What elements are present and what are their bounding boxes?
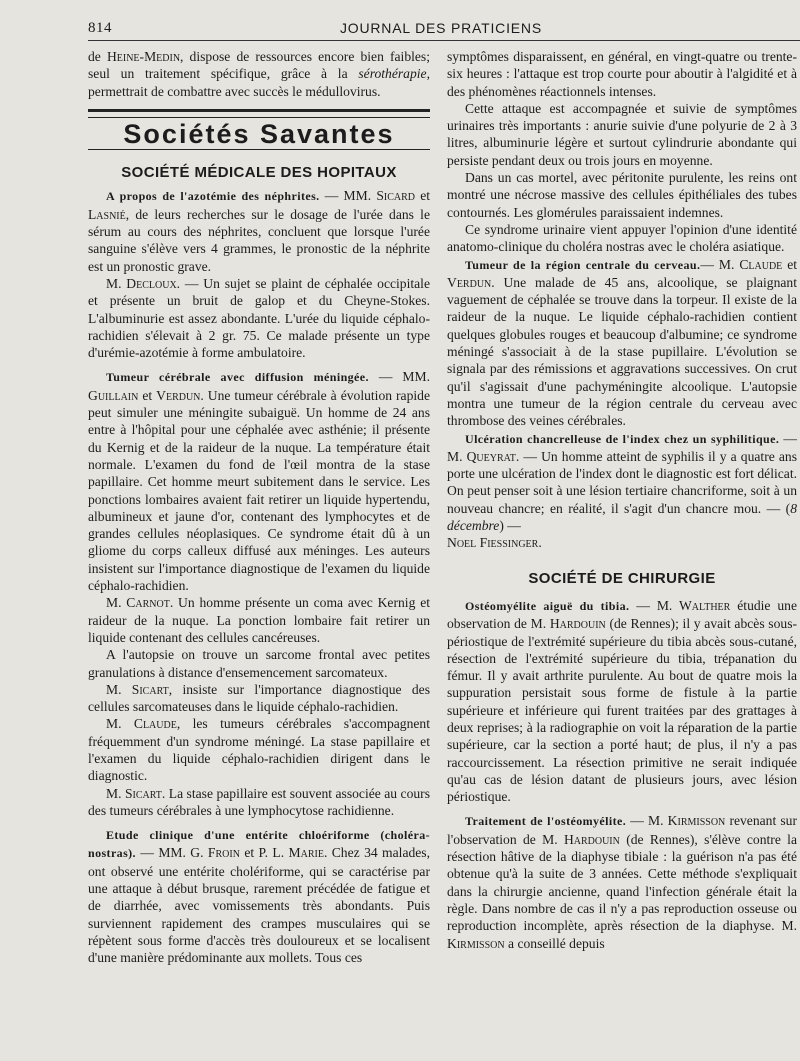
ulceration-paragraph: Ulcération chancrelleuse de l'index chez un syphilitique. — M. Queyrat. — Un homme atteint de syphilis il y a quatre ans porte une ulcération de l'index dont le diagnostic est fort délicat. On peut penser soit à une lésion tertiaire chancriforme, soit à un nouveau chancre; en réalité, il s'agit d'un chancre mou. — (8 décembre) — bbox=[447, 430, 797, 534]
traitement-paragraph: Traitement de l'ostéomyélite. — M. Kirmisson revenant sur l'observation de M. Hardouin (de Rennes), s'élève contre la résection hâtive de la diaphyse tibiale : la guérison n'a pas été obtenue qu'à la suite de 3 années. Cette méthode s'expliquait dans la chirurgie ancienne, quand l'infection générale était la règle. Dans nombre de cas il n'y a pas reproduction osseuse ou reproduction incomplète, après résection de la diaphyse. M. Kirmisson a conseillé depuis bbox=[447, 813, 797, 951]
section-rule bbox=[88, 109, 430, 118]
claude-paragraph: M. Claude, les tumeurs cérébrales s'accompagnent fréquemment d'un syndrome méningé. La stase papillaire et l'examen du liquide céphalo-rachidien dirigent dans le diagnostic. bbox=[88, 716, 430, 784]
page-number: 814 bbox=[88, 20, 112, 36]
sicart-paragraph-1: M. Sicart, insiste sur l'importance diagnostique des cellules sarcomateuses dans le liquide céphalo-rachidien. bbox=[88, 681, 430, 715]
signature: Noel Fiessinger. bbox=[447, 535, 542, 551]
autopsie-paragraph: A l'autopsie on trouve un sarcome frontal avec petites granulations à distance d'ensemencement sarcomateux. bbox=[88, 647, 430, 680]
intro-paragraph: de Heine-Medin, dispose de ressources encore bien faibles; seul un traitement spécifique, grâce à la sérothérapie, permettrait de combattre avec succès le médullovirus. bbox=[88, 49, 431, 99]
cholera-paragraph-1: symptômes disparaissent, en général, en vingt-quatre ou trente-six heures : l'attaque est trop courte pour aboutir à l'algidité et à des phénomènes réactionnels intenses. bbox=[447, 49, 797, 99]
decloux-paragraph: M. Decloux. — Un sujet se plaint de céphalée occipitale et présente un bruit de galop et du Cheyne-Stokes. L'albuminurie est assez abondante. L'urée du liquide céphalo-rachidien s'élevait à 2 gr. 75. Ce malade présente un type d'urémie-azotémie à forme ambulatoire. bbox=[88, 275, 430, 361]
society-chirurgie-title: SOCIÉTÉ DE CHIRURGIE bbox=[528, 569, 716, 587]
osteomyelite-paragraph: Ostéomyélite aiguë du tibia. — M. Walther étudie une observation de M. Hardouin (de Rennes); il y avait abcès sous-périostique de l'extrémité supérieure du tibia abcès sous-cutané, résection de l'extrémité supérieure du tibia, trépanation du fémur. Il y avait arthrite purulente. Au bout de quatre mois la suppuration persistait sous forme de fistule à la partie supérieure et inférieure qui furent traitées par des grattages à deux reprises; à la radiographie on voit la réparation de la partie supérieure, car la section a porté haut; de plus, il n'y a pas raccourcissement. La résection primitive ne serait indiquée qu'au cas de lésion datant de plusieurs jours, avec lésion périostique. bbox=[447, 597, 798, 805]
cholera-paragraph-2: Cette attaque est accompagnée et suivie de symptômes urinaires très importants : anurie suivie d'une polyurie de 2 à 3 litres, albuminurie légère et surtout cylindrurie abondante qui persiste pendant deux ou trois jours en moyenne. bbox=[447, 100, 797, 168]
left-column bbox=[88, 48, 430, 967]
journal-title: JOURNAL DES PRATICIENS bbox=[340, 20, 542, 36]
sicart-paragraph-2: M. Sicart. La stase papillaire est souvent associée au cours des tumeurs cérébrales à une lymphocytose rachidienne. bbox=[88, 785, 430, 818]
tumeur-cerebrale-paragraph: Tumeur cérébrale avec diffusion méningée. — MM. Guillain et Verdun. Une tumeur cérébrale à évolution rapide peut simuler une méningite subaiguë. Un homme de 24 ans entre à l'hôpital pour une céphalée avec asthénie; il présente du Kernig et de la raideur de la nuque. La température était normale. L'examen du fond de l'œil montra de la stase papillaire. Cet homme meurt subitement dans le service. Les ponctions lombaires avaient fait retirer un liquide hypertendu, albumineux et jaune d'or, contenant des lymphocytes et de grandes cellules néoplasiques. Ce syndrome était dû à un gliome du corps calleux diffusé aux méninges. Les auteurs insistent sur l'importance diagnostique de l'examen du liquide céphalo-rachidien. bbox=[88, 369, 430, 594]
cholera-paragraph-4: Ce syndrome urinaire vient appuyer l'opinion d'une identité anatomo-clinique du choléra nostras avec le choléra asiatique. bbox=[447, 221, 797, 255]
society-medicale-title: SOCIÉTÉ MÉDICALE DES HOPITAUX bbox=[121, 164, 397, 182]
header-rule bbox=[88, 40, 800, 41]
section-title-rule bbox=[88, 149, 430, 150]
section-title: Sociétés Savantes bbox=[123, 118, 395, 149]
carnot-paragraph: M. Carnot. Un homme présente un coma avec Kernig et raideur de la nuque. La ponction lombaire fait retirer un liquide contenant des cellules cancéreuses. bbox=[88, 595, 431, 645]
tumeur-region-centrale-paragraph: Tumeur de la région centrale du cerveau.— M. Claude et Verdun. Une malade de 45 ans, alcoolique, se plaignant vaguement de céphalée se trouve dans la torpeur. Il existe de la raideur de la nuque. Le liquide céphalo-rachidien contient quelques globules rouges et beaucoup d'albumine; ce syndrome méningé s'associait à de la stase pupillaire. L'évolution se signala par des rémissions et aggravations successives. On crut qu'il s'agissait d'une pachyméningite alcoolique. L'autopsie montra une tumeur de la région centrale du cerveau avec thrombose des veines cérébrales. bbox=[447, 256, 798, 429]
right-column bbox=[447, 48, 797, 952]
cholera-paragraph-3: Dans un cas mortel, avec péritonite purulente, les reins ont montré une nécrose massive des cellules épithéliales des tubes contournés. Les glomérules paraissaient indemnes. bbox=[447, 170, 797, 220]
etude-clinique-paragraph: Etude clinique d'une entérite chloériforme (cholérа-nostras). — MM. G. Froin et P. L. Marie. Chez 34 malades, ont observé une entérite cholériforme, qui se caractérise par une attaque à début brusque, rarement précédée de fatigue et de diarrhée, avec vomissements très abondants. Puis surviennent rapidement des crampes musculaires qui se répètent sous forme d'accès très douloureux et se localisent d'une manière prédominante aux mollets. Tous ces bbox=[88, 828, 430, 966]
page-header bbox=[0, 0, 800, 44]
azotemie-paragraph: A propos de l'azotémie des néphrites. — MM. Sicard et Lasnié, de leurs recherches sur le dosage de l'urée dans le sérum au cours des néphrites, concluent que lorsque l'urée sanguine s'élève vers 4 grammes, le pronostic de la néphrite est un pronostic grave. bbox=[88, 188, 431, 274]
